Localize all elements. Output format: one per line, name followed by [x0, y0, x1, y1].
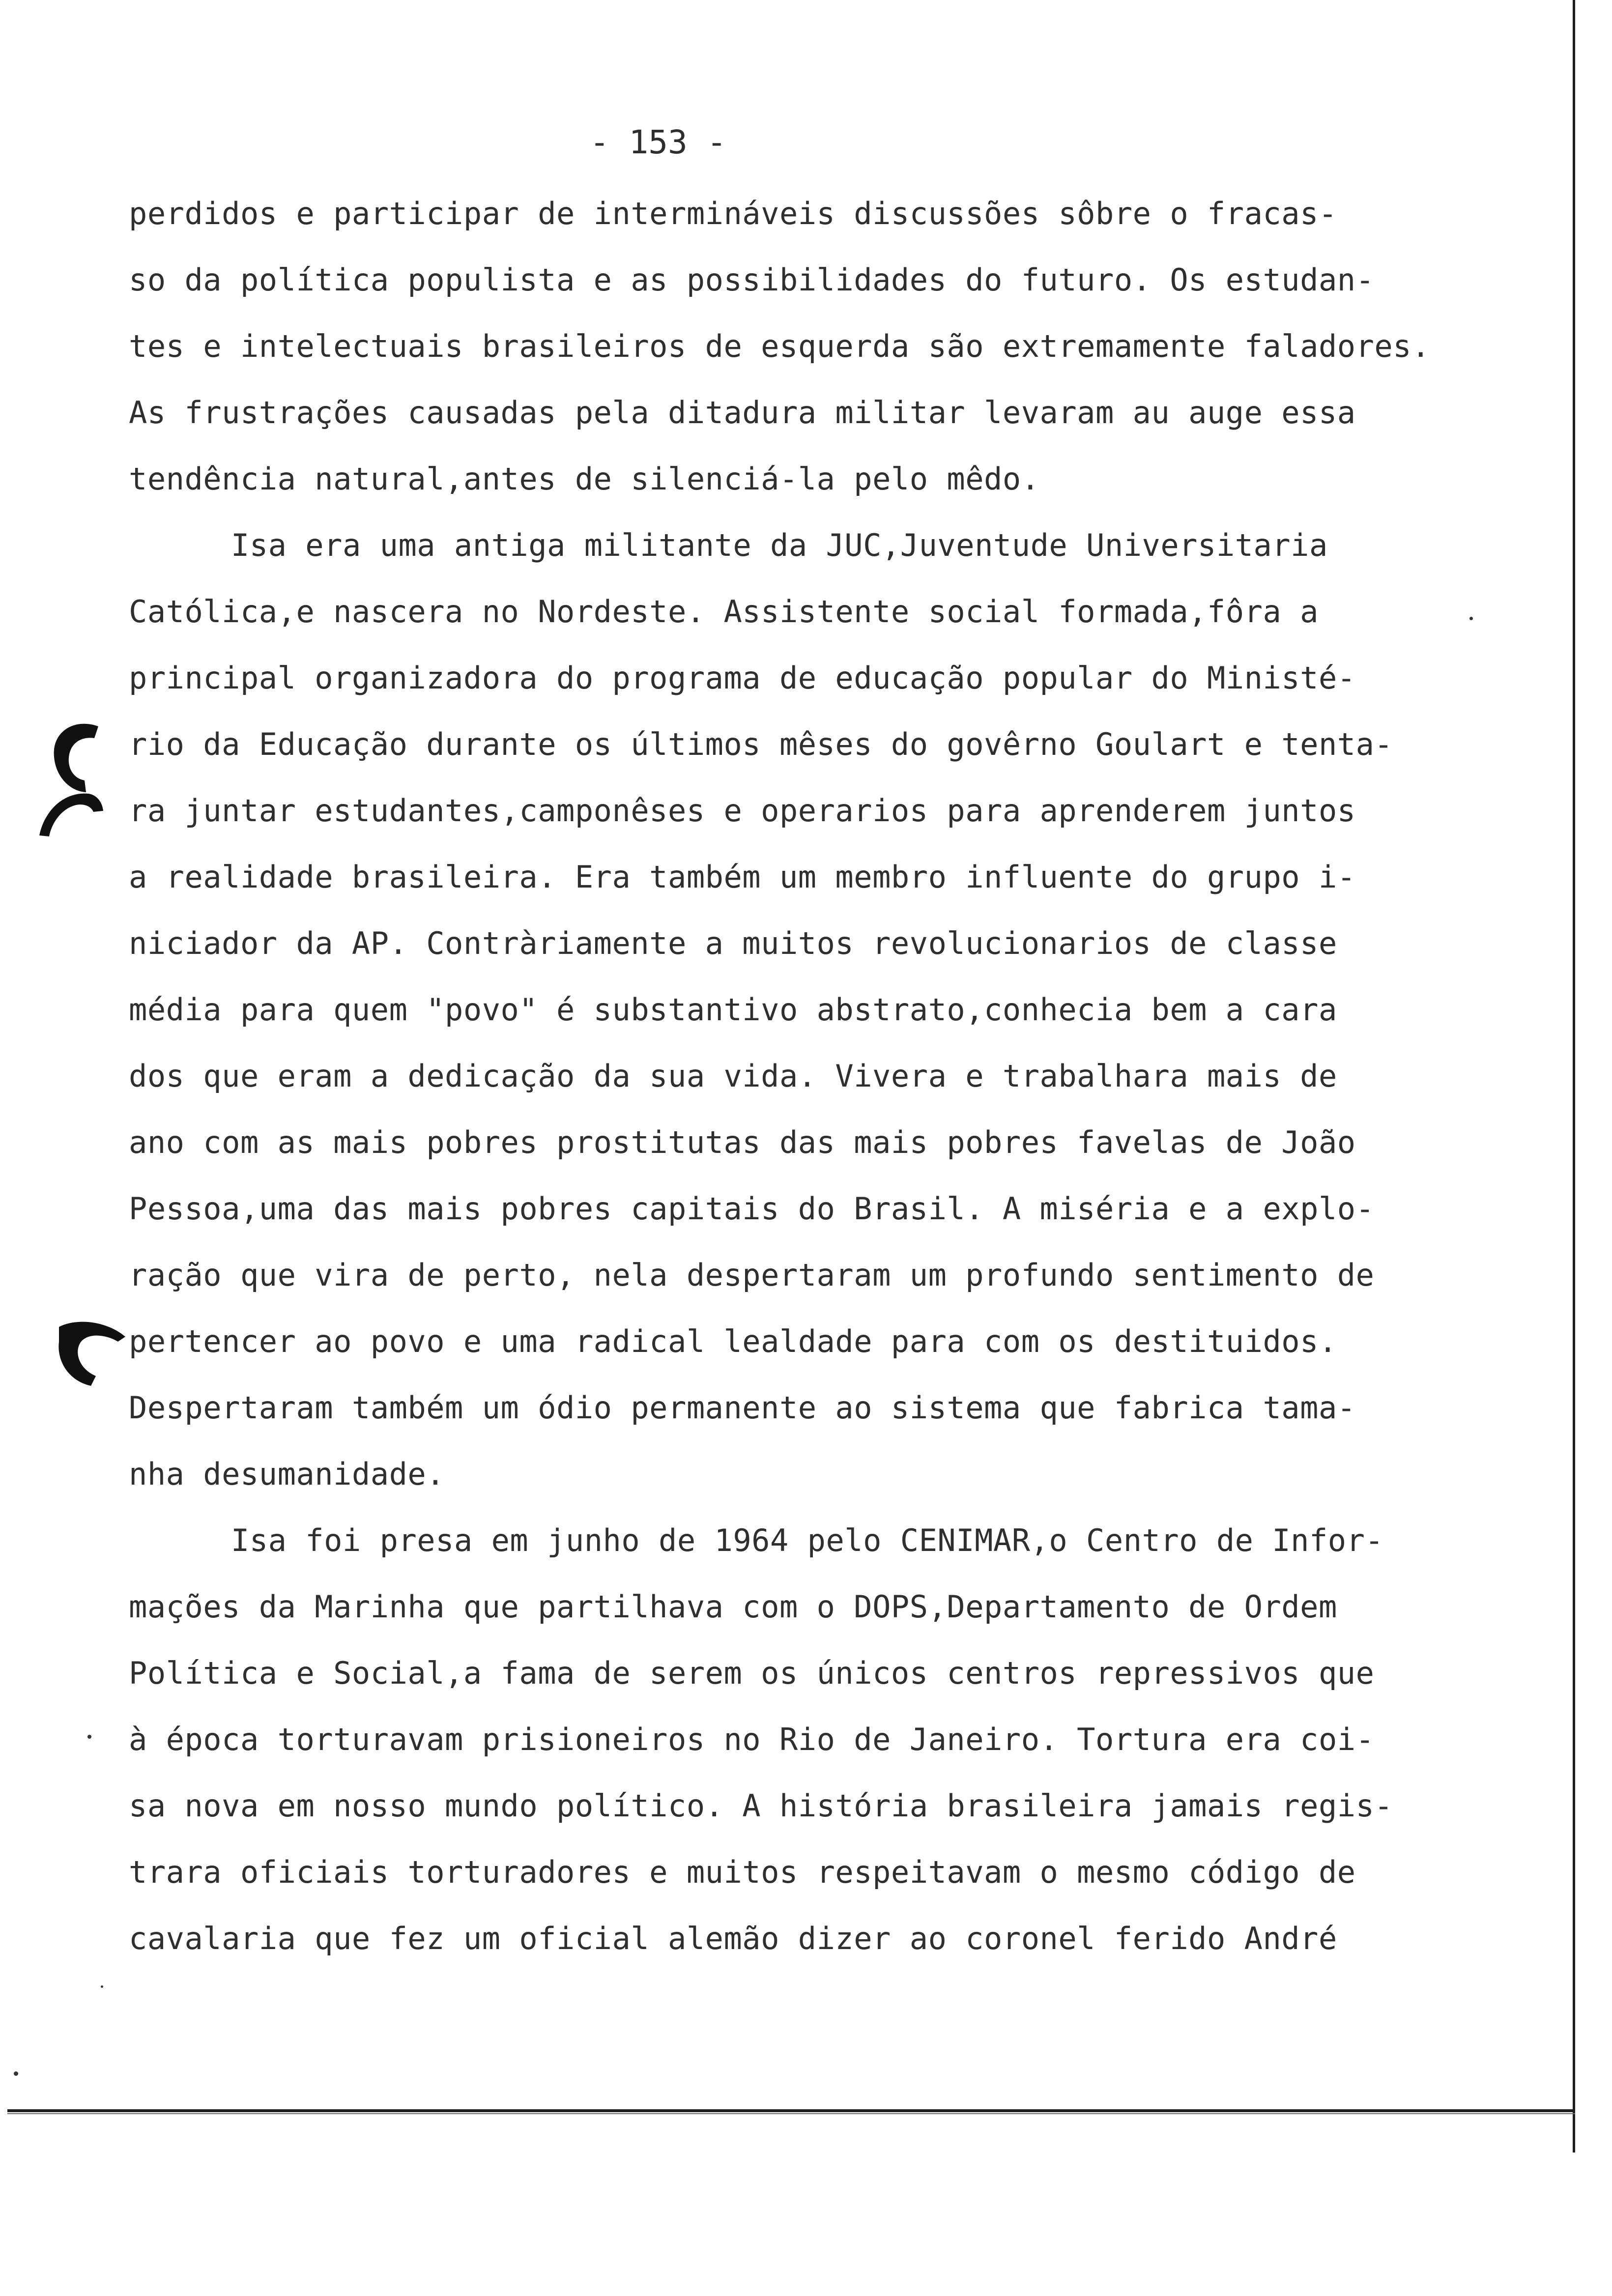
scan-speck: [14, 2071, 18, 2076]
text-line: so da política populista e as possibilidades do futuro. Os estudan-: [129, 262, 1375, 298]
bottom-rule-shadow: [7, 2113, 1575, 2114]
text-line: à época torturavam prisioneiros no Rio de Janeiro. Tortura era coi-: [129, 1722, 1375, 1757]
right-margin-rule: [1573, 0, 1575, 2152]
text-line: ração que vira de perto, nela despertaram um profundo sentimento de: [129, 1257, 1375, 1293]
scan-speck: [1469, 617, 1473, 620]
text-line: cavalaria que fez um oficial alemão dizer ao coronel ferido André: [129, 1921, 1337, 1956]
text-line: nha desumanidade.: [129, 1456, 445, 1492]
text-line: sa nova em nosso mundo político. A história brasileira jamais regis-: [129, 1788, 1393, 1824]
text-line: média para quem "povo" é substantivo abstrato,conhecia bem a cara: [129, 992, 1337, 1028]
text-line: Política e Social,a fama de serem os únicos centros repressivos que: [129, 1655, 1375, 1691]
text-line: rio da Educação durante os últimos mêses do govêrno Goulart e tenta-: [129, 726, 1393, 762]
text-line: tes e intelectuais brasileiros de esquerda são extremamente faladores.: [129, 328, 1430, 364]
text-line: tendência natural,antes de silenciá-la pelo mêdo.: [129, 461, 1040, 497]
text-line: principal organizadora do programa de educação popular do Ministé-: [129, 660, 1356, 696]
text-line: pertencer ao povo e uma radical lealdade para com os destituidos.: [129, 1323, 1337, 1359]
text-line: trara oficiais torturadores e muitos respeitavam o mesmo código de: [129, 1854, 1356, 1890]
paragraph-start-line: Isa foi presa em junho de 1964 pelo CENIMAR,o Centro de Infor-: [231, 1522, 1384, 1558]
text-line: dos que eram a dedicação da sua vida. Vivera e trabalhara mais de: [129, 1058, 1337, 1094]
text-line: niciador da AP. Contràriamente a muitos revolucionarios de classe: [129, 925, 1337, 961]
page-number: - 153 -: [590, 123, 727, 161]
bottom-rule: [7, 2109, 1575, 2112]
text-line: Pessoa,uma das mais pobres capitais do Brasil. A miséria e a explo-: [129, 1191, 1375, 1227]
text-line: Despertaram também um ódio permanente ao sistema que fabrica tama-: [129, 1390, 1356, 1426]
text-line: As frustrações causadas pela ditadura militar levaram au auge essa: [129, 395, 1356, 430]
binder-hole-mark-icon: [49, 1312, 133, 1391]
text-line: mações da Marinha que partilhava com o DOPS,Departamento de Ordem: [129, 1589, 1337, 1625]
text-line: perdidos e participar de intermináveis discussões sôbre o fracas-: [129, 196, 1337, 231]
binder-hole-mark-icon: [34, 781, 108, 840]
text-line: ano com as mais pobres prostitutas das mais pobres favelas de João: [129, 1124, 1356, 1160]
paragraph-start-line: Isa era uma antiga militante da JUC,Juventude Universitaria: [231, 527, 1328, 563]
text-line: ra juntar estudantes,camponêses e operarios para aprenderem juntos: [129, 793, 1356, 829]
text-line: a realidade brasileira. Era também um membro influente do grupo i-: [129, 859, 1356, 895]
scan-speck: [101, 1985, 103, 1988]
text-line: Católica,e nascera no Nordeste. Assistente social formada,fôra a: [129, 594, 1319, 630]
scan-speck: [87, 1735, 91, 1739]
